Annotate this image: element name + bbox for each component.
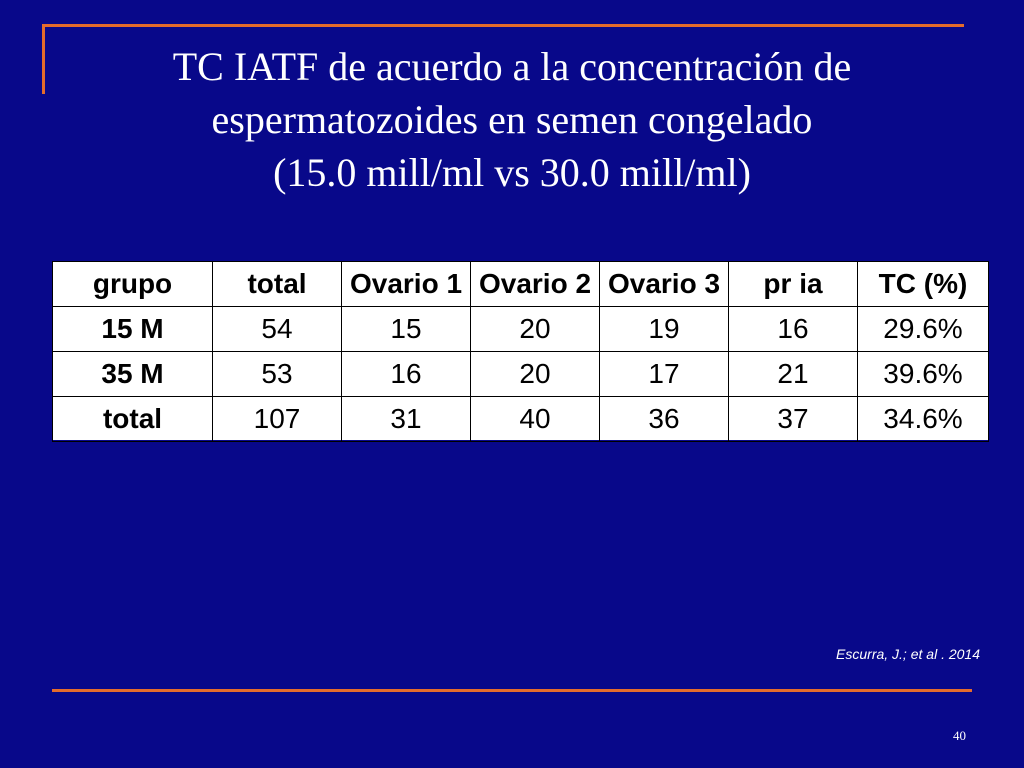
cell-ovario-2: 20: [471, 352, 600, 397]
cell-total: 107: [213, 397, 342, 442]
table-header-row: [53, 262, 989, 307]
cell-tc-percent: 29.6%: [858, 307, 989, 352]
header-total: total: [213, 262, 342, 307]
cell-ovario-1: 15: [342, 307, 471, 352]
title-line-1: TC IATF de acuerdo a la concentración de: [172, 44, 852, 89]
cell-grupo: total: [53, 397, 213, 442]
cell-tc-percent: 34.6%: [858, 397, 989, 442]
header-ovario-1: Ovario 1: [342, 262, 471, 307]
cell-total: 54: [213, 307, 342, 352]
title-line-2: espermatozoides en semen congelado: [211, 97, 813, 142]
cell-grupo: 15 M: [53, 307, 213, 352]
cell-ovario-1: 16: [342, 352, 471, 397]
cell-ovario-3: 17: [600, 352, 729, 397]
cell-grupo: 35 M: [53, 352, 213, 397]
cell-pr-ia: 37: [729, 397, 858, 442]
slide-title: [60, 40, 964, 199]
header-tc-percent: TC (%): [858, 262, 989, 307]
cell-tc-percent: 39.6%: [858, 352, 989, 397]
top-rule: [42, 24, 964, 27]
header-ovario-3: Ovario 3: [600, 262, 729, 307]
bottom-rule: [52, 689, 972, 692]
cell-ovario-1: 31: [342, 397, 471, 442]
cell-ovario-3: 36: [600, 397, 729, 442]
cell-pr-ia: 16: [729, 307, 858, 352]
title-line-3: (15.0 mill/ml vs 30.0 mill/ml): [273, 150, 751, 195]
header-pr-ia: pr ia: [729, 262, 858, 307]
left-rule: [42, 24, 45, 94]
header-grupo: grupo: [53, 262, 213, 307]
cell-ovario-3: 19: [600, 307, 729, 352]
results-table-container: [52, 261, 988, 440]
cell-pr-ia: 21: [729, 352, 858, 397]
cell-ovario-2: 20: [471, 307, 600, 352]
header-ovario-2: Ovario 2: [471, 262, 600, 307]
table-row: [53, 397, 989, 442]
table-row: [53, 352, 989, 397]
table-row: [53, 307, 989, 352]
results-table: [52, 261, 989, 442]
citation: Escurra, J.; et al . 2014: [836, 646, 980, 662]
cell-ovario-2: 40: [471, 397, 600, 442]
cell-total: 53: [213, 352, 342, 397]
page-number: 40: [953, 728, 966, 743]
